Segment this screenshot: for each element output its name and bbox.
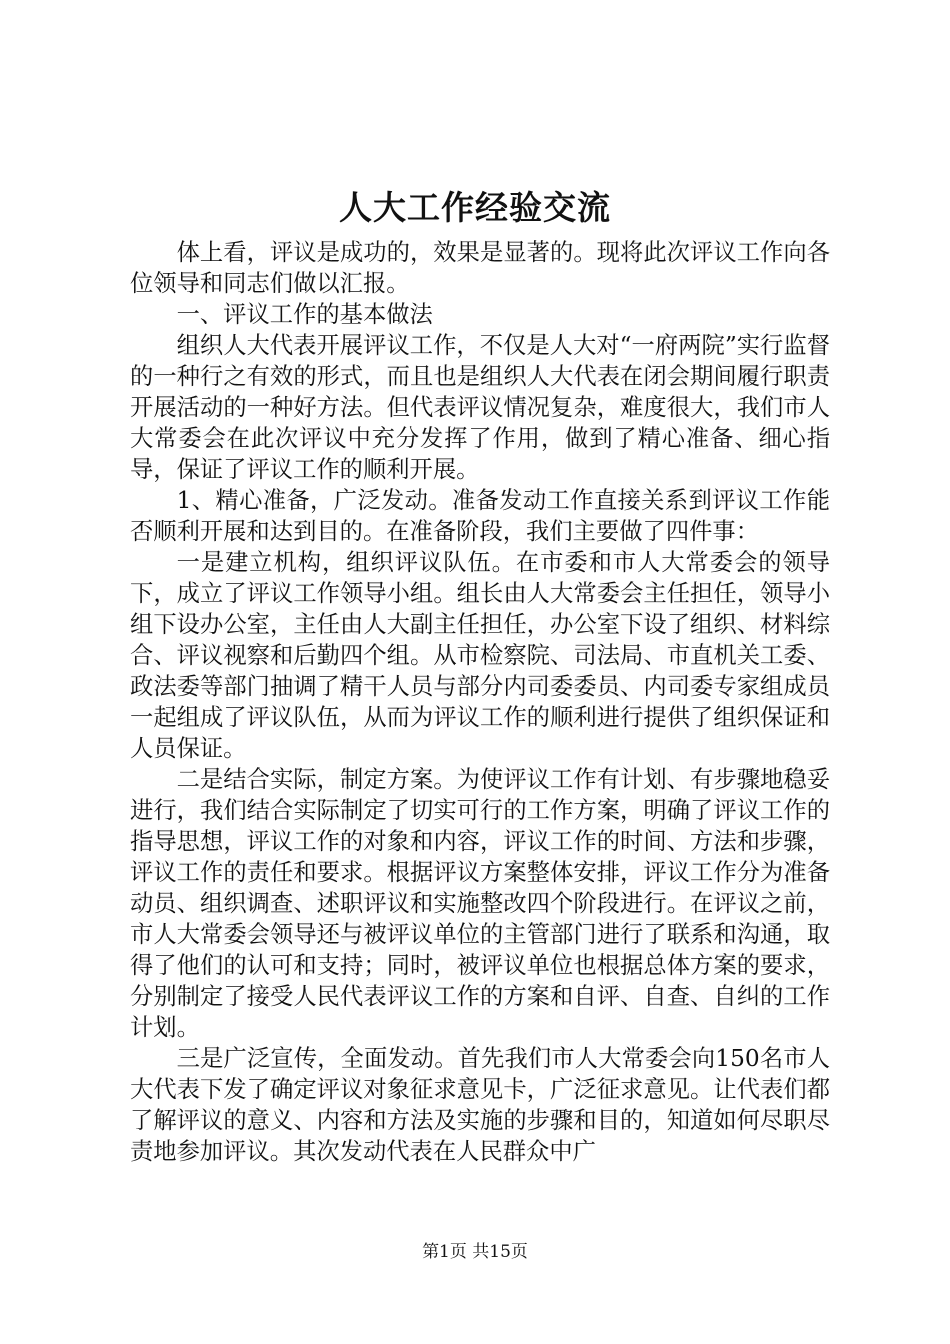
paragraph: 体上看，评议是成功的，效果是显著的。现将此次评议工作向各位领导和同志们做以汇报。 xyxy=(130,239,830,297)
paragraph: 1、精心准备，广泛发动。准备发动工作直接关系到评议工作能否顺利开展和达到目的。在准备阶段，我们主要做了四件事： xyxy=(130,487,830,545)
section-heading: 一、评议工作的基本做法 xyxy=(176,301,433,328)
paragraph: 三是广泛宣传，全面发动。首先我们市人大常委会向150名市人大代表下发了确定评议对象征求意见卡，广泛征求意见。让代表们都了解评议的意义、内容和方法及实施的步骤和目的，知道如何尽职尽责地参加评议。其次发动代表在人民群众中广 xyxy=(130,1045,830,1165)
paragraph: 一是建立机构，组织评议队伍。在市委和市人大常委会的领导下，成立了评议工作领导小组。组长由人大常委会主任担任，领导小组下设办公室，主任由人大副主任担任，办公室下设了组织、材料综合、评议视察和后勤四个组。从市检察院、司法局、市直机关工委、政法委等部门抽调了精干人员与部分内司委委员、内司委专家组成员一起组成了评议队伍，从而为评议工作的顺利进行提供了组织保证和人员保证。 xyxy=(130,549,830,762)
document-title: 人大工作经验交流 xyxy=(339,188,611,227)
page-footer: 第1页 共15页 xyxy=(422,1242,528,1262)
paragraph: 二是结合实际，制定方案。为使评议工作有计划、有步骤地稳妥进行，我们结合实际制定了切实可行的工作方案，明确了评议工作的指导思想，评议工作的对象和内容，评议工作的时间、方法和步骤，评议工作的责任和要求。根据评议方案整体安排，评议工作分为准备动员、组织调查、述职评议和实施整改四个阶段进行。在评议之前，市人大常委会领导还与被评议单位的主管部门进行了联系和沟通，取得了他们的认可和支持；同时，被评议单位也根据总体方案的要求，分别制定了接受人民代表评议工作的方案和自评、自查、自纠的工作计划。 xyxy=(130,766,830,1041)
document-body xyxy=(130,237,830,1167)
paragraph: 组织人大代表开展评议工作，不仅是人大对“一府两院”实行监督的一种行之有效的形式，而且也是组织人大代表在闭会期间履行职责开展活动的一种好方法。但代表评议情况复杂，难度很大，我们市人大常委会在此次评议中充分发挥了作用，做到了精心准备、细心指导，保证了评议工作的顺利开展。 xyxy=(130,332,830,483)
